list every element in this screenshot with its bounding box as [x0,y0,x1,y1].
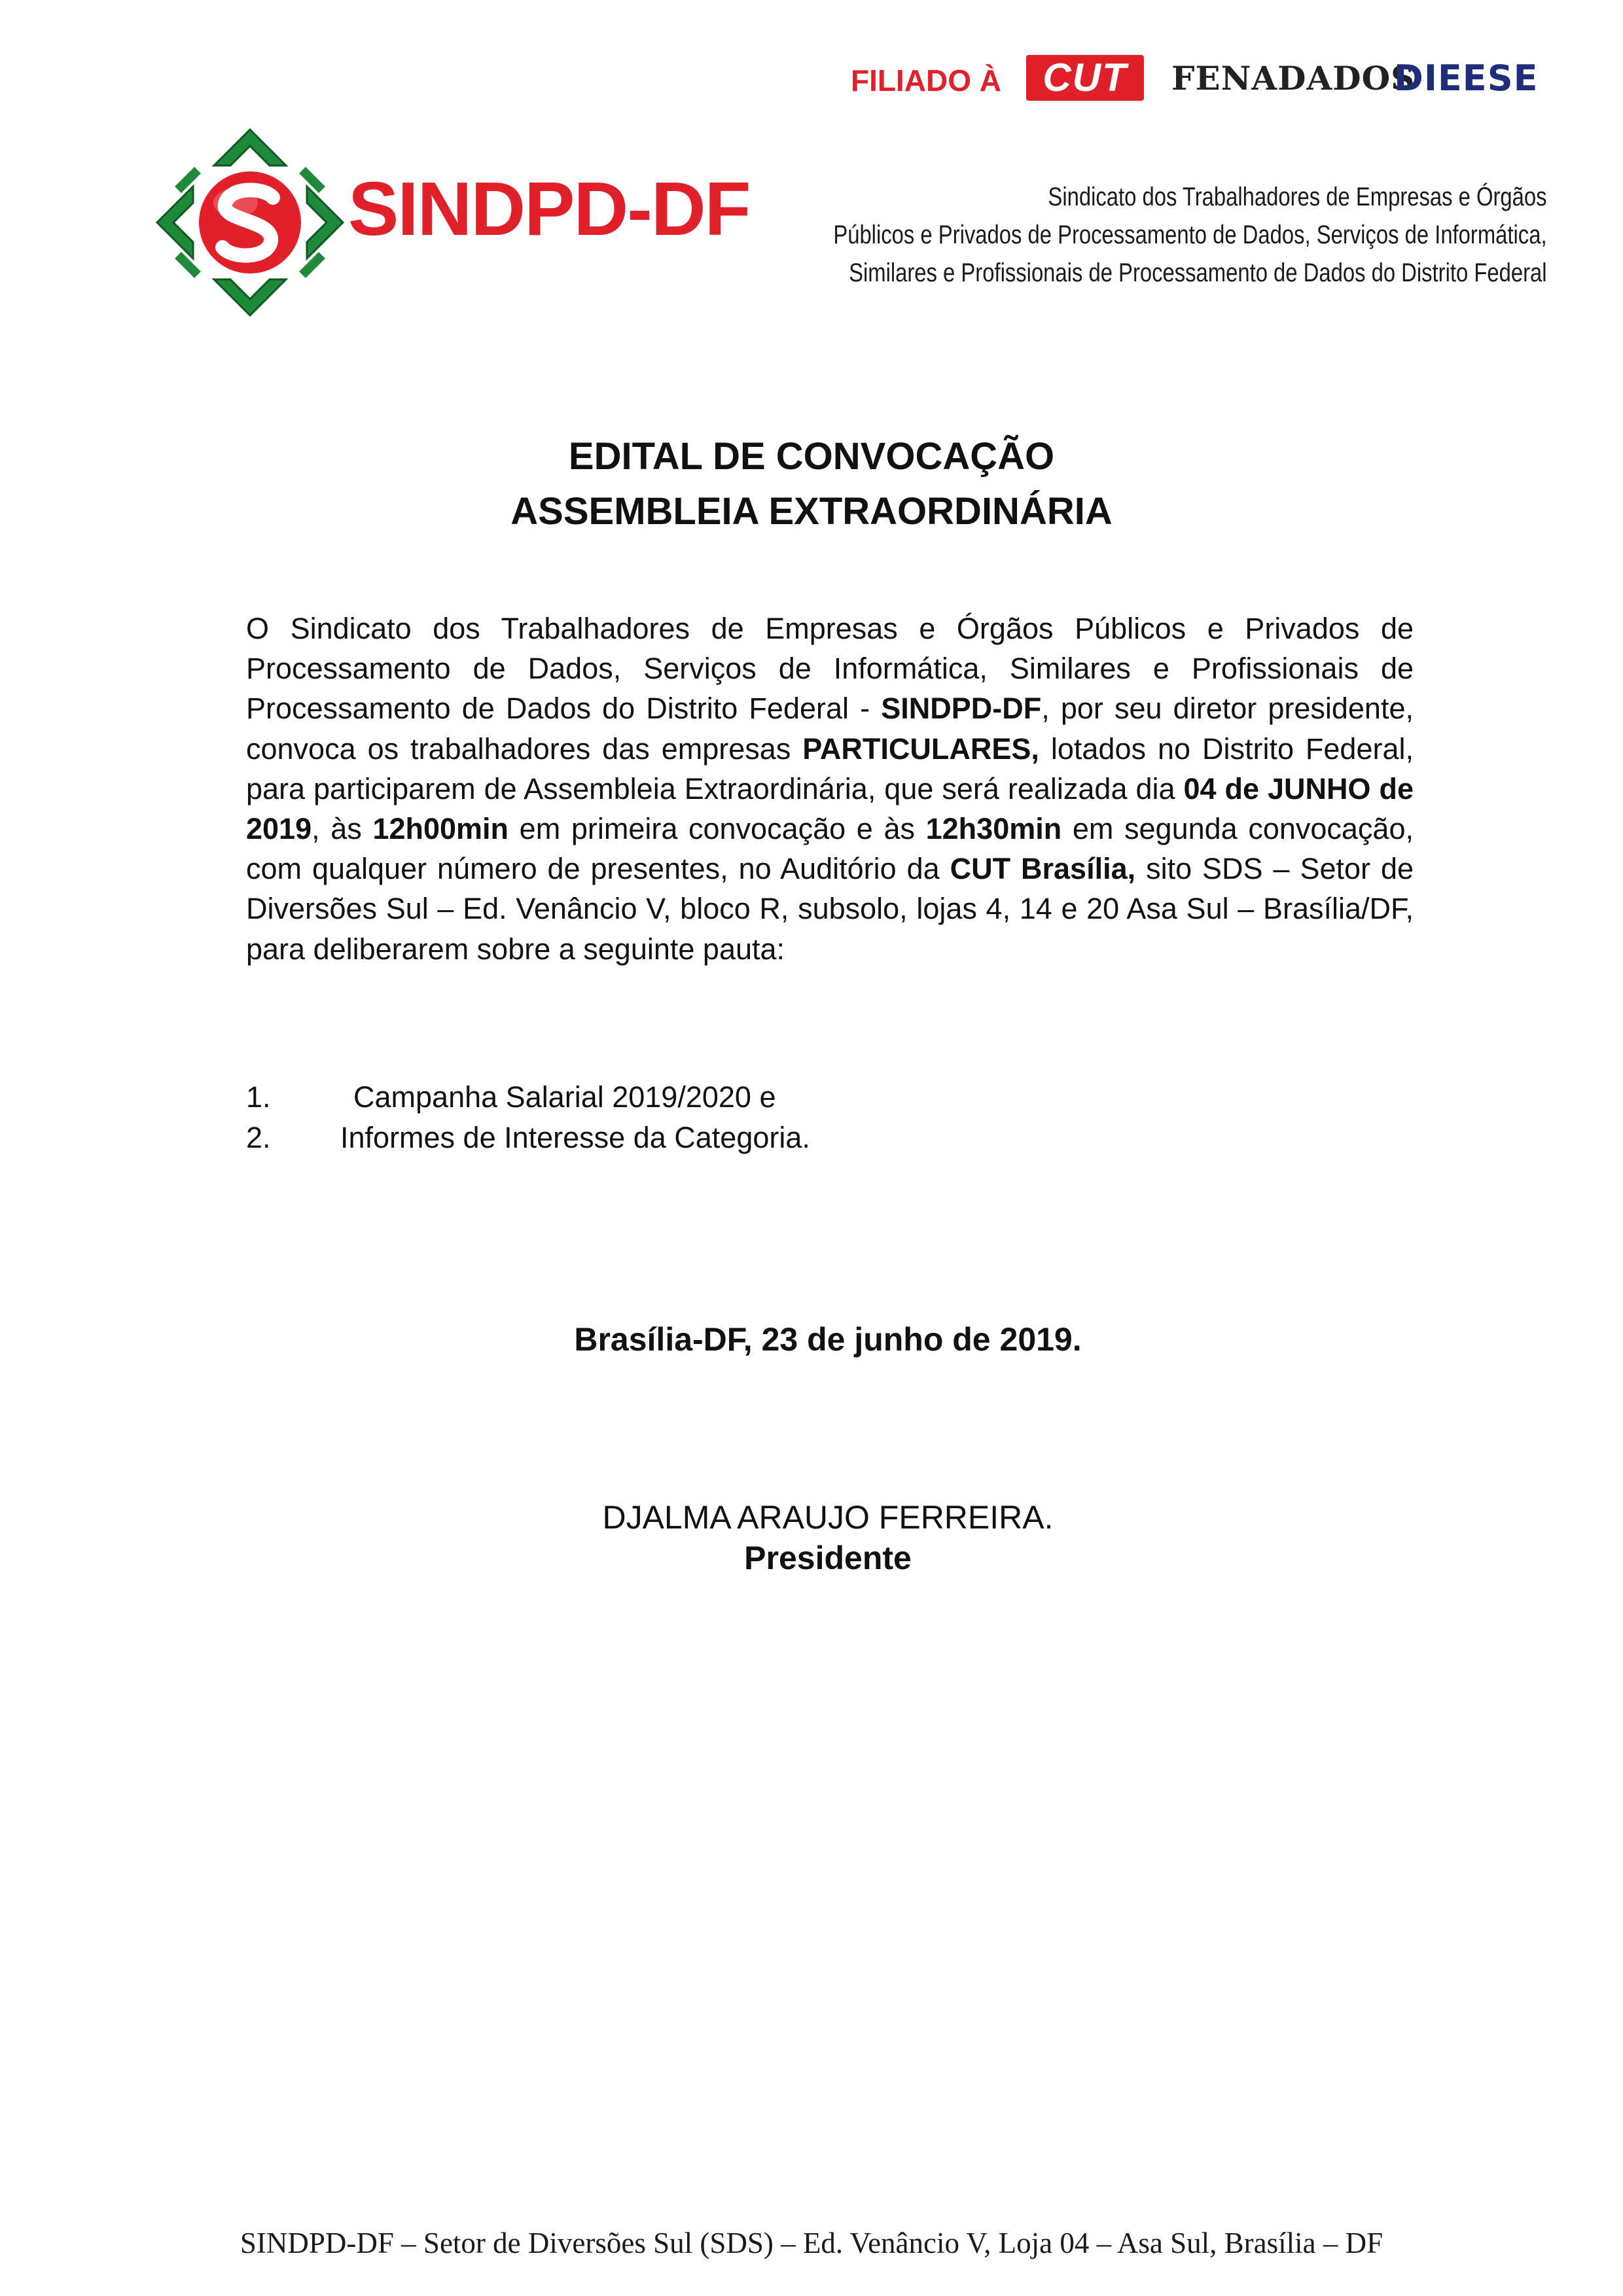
paragraph-emphasis: 04 de JUNHO de 2019 [246,771,1414,846]
affiliations [844,54,1564,106]
paragraph-text: , por seu diretor presidente, convoca os trabalhadores das empresas [246,692,1414,766]
fenadados-logo: FENADADOS [1171,59,1416,97]
paragraph-text: , às [312,812,373,846]
dieese-logo: DIEESE [1394,58,1539,99]
place-date: Brasília-DF, 23 de junho de 2019. [574,1321,1082,1358]
convocation-paragraph [246,609,1414,969]
org-description-line: Públicos e Privados de Processamento de Dados, Serviços de Informática, [833,221,1547,249]
org-description [834,178,1547,292]
paragraph-emphasis: 12h30min [925,812,1062,846]
paragraph-emphasis: SINDPD-DF [881,692,1042,726]
agenda-number: 2. [246,1121,271,1154]
paragraph-text: em segunda convocação, com qualquer número de presentes, no Auditório da [246,812,1414,886]
footer-address: SINDPD-DF – Setor de Diversões Sul (SDS) – Ed. Venâncio V, Loja 04 – Asa Sul, Brasília – DF [240,2227,1383,2259]
title-line-1: EDITAL DE CONVOCAÇÃO [568,435,1055,478]
signatory-name: DJALMA ARAUJO FERREIRA. [602,1499,1054,1536]
sindpd-logo [152,124,750,321]
logo-text: SINDPD-DF [348,166,750,251]
cut-logo: CUT [1026,55,1144,101]
agenda-number: 1. [246,1080,271,1114]
org-description-line: Similares e Profissionais de Processamento de Dados do Distrito Federal [849,258,1547,287]
affiliation-label: FILIADO À [851,63,1001,97]
paragraph-emphasis: 12h00min [372,812,509,846]
paragraph-text: sito SDS – Setor de Diversões Sul – Ed. Venâncio V, bloco R, subsolo, lojas 4, 14 e 20 Asa Sul – Brasília/DF, para deliberarem sobre a seguinte pauta: [246,852,1414,966]
agenda-text: Campanha Salarial 2019/2020 e [353,1080,776,1114]
paragraph-emphasis: PARTICULARES, [802,732,1039,766]
paragraph-text: lotados no Distrito Federal, para participarem de Assembleia Extraordinária, que será realizada dia [246,732,1414,805]
paragraph-emphasis: CUT Brasília, [950,852,1136,886]
org-description-line: Sindicato dos Trabalhadores de Empresas e Órgãos [1048,183,1547,211]
paragraph-text: O Sindicato dos Trabalhadores de Empresas e Órgãos Públicos e Privados de Processamento de Dados, Serviços de Informática, Similares e Profissionais de Processamento de Dados do Distrito Federal - [246,612,1414,726]
agenda-text: Informes de Interesse da Categoria. [340,1121,810,1154]
sindpd-emblem-icon [152,124,348,321]
signatory-role: Presidente [744,1540,912,1576]
title-line-2: ASSEMBLEIA EXTRAORDINÁRIA [510,490,1113,533]
document-title [0,429,1623,539]
paragraph-text: em primeira convocação e às [508,812,926,846]
